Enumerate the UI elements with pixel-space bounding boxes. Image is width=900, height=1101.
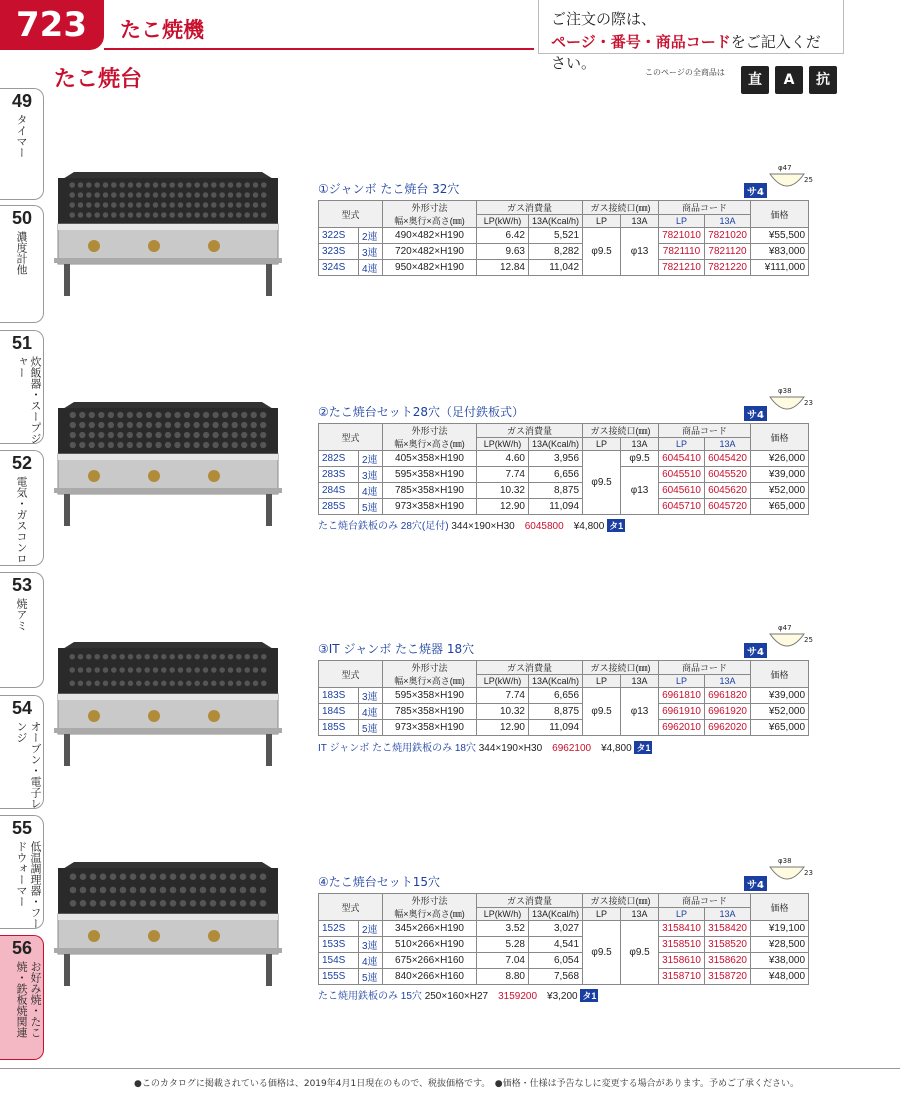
code-13a-cell: 7821120 [705,244,751,260]
gas-lp-cell: 7.74 [477,688,529,704]
code-lp-cell: 6045710 [659,499,705,515]
col-code: 商品コード [659,894,751,908]
col-model: 型式 [319,661,383,688]
col-gas-13a: 13A(Kcal/h) [529,215,583,228]
code-13a-cell: 3158420 [705,921,751,937]
conn-lp-cell: φ9.5 [583,228,621,276]
code-13a-cell: 7821220 [705,260,751,276]
note-badge: タ1 [582,991,597,1001]
table-row [319,704,809,720]
side-tab-54[interactable] [0,695,44,809]
product-title: ④たこ焼台セット15穴 [318,875,441,889]
dimension-cell: 840×266×H160 [383,969,477,985]
col-code-lp: LP [659,675,705,688]
a-badge: A [775,66,803,94]
model-cell: 155S [319,969,359,985]
ball-height: 25 [804,176,813,184]
gas-13a-cell: 6,656 [529,688,583,704]
code-lp-cell: 7821210 [659,260,705,276]
units-cell: 3連 [359,937,383,953]
col-model: 型式 [319,201,383,228]
gas-lp-cell: 7.74 [477,467,529,483]
conn-13a-cell: φ9.5 [621,921,659,985]
col-dimension-sub: 幅×奥行×高さ(㎜) [394,439,465,449]
price-cell: ¥65,000 [751,499,809,515]
product-image [54,640,282,770]
gas-lp-cell: 12.90 [477,499,529,515]
note-price: ¥4,800 [601,743,632,754]
ball-size-icon [766,624,813,654]
dimension-cell: 405×358×H190 [383,451,477,467]
col-dimension [383,424,477,451]
side-tab-number: 49 [12,91,33,111]
dimension-cell: 720×482×H190 [383,244,477,260]
table-row [319,228,809,244]
side-tab-label: 低温調理器・フードウォーマー [15,841,42,929]
note-name: たこ焼台鉄板のみ 28穴(足付) [318,521,449,532]
col-model: 型式 [319,894,383,921]
product-image [54,860,282,990]
ball-height: 23 [804,869,813,877]
side-tab-55[interactable] [0,815,44,929]
ball-diameter: φ38 [778,857,792,865]
dimension-cell: 345×266×H190 [383,921,477,937]
model-cell: 153S [319,937,359,953]
col-conn-lp: LP [583,215,621,228]
note-price: ¥4,800 [573,521,605,532]
price-cell: ¥83,000 [751,244,809,260]
code-13a-cell: 3158720 [705,969,751,985]
col-dimension-sub: 幅×奥行×高さ(㎜) [394,909,465,919]
gas-lp-cell: 6.42 [477,228,529,244]
side-tab-number: 54 [12,698,33,718]
dimension-cell: 595×358×H190 [383,467,477,483]
col-dimension-sub: 幅×奥行×高さ(㎜) [394,676,465,686]
col-gas-lp: LP(kW/h) [477,215,529,228]
price-cell: ¥38,000 [751,953,809,969]
col-dimension-sub: 幅×奥行×高さ(㎜) [394,216,465,226]
gas-13a-cell: 6,656 [529,467,583,483]
price-cell: ¥39,000 [751,467,809,483]
footer-note: ●このカタログに掲載されている価格は、2019年4月1日現在のもので、税抜価格です。 ●価格・仕様は予告なしに変更する場合があります。予めご了承ください。 [134,1079,799,1089]
conn-13a-cell: φ13 [621,467,659,515]
gas-lp-cell: 8.80 [477,969,529,985]
col-model: 型式 [319,424,383,451]
units-cell: 2連 [359,921,383,937]
side-tab-number: 53 [12,575,33,595]
spec-table [318,423,809,515]
side-tab-label: 炊飯器・スープジャー [15,356,42,444]
note-code: 6962100 [552,743,592,754]
gas-13a-cell: 4,541 [529,937,583,953]
col-code-lp: LP [659,215,705,228]
note-dimension: 344×190×H30 [451,521,515,532]
gas-13a-cell: 3,027 [529,921,583,937]
model-cell: 185S [319,720,359,736]
ball-diameter: φ47 [778,164,792,172]
gas-13a-cell: 5,521 [529,228,583,244]
conn-lp-cell: φ9.5 [583,451,621,515]
spec-table [318,893,809,985]
col-gas-lp: LP(kW/h) [477,908,529,921]
model-cell: 282S [319,451,359,467]
dimension-cell: 490×482×H190 [383,228,477,244]
table-row [319,451,809,467]
code-lp-cell: 3158710 [659,969,705,985]
model-cell: 322S [319,228,359,244]
units-cell: 2連 [359,228,383,244]
side-tab-label: 濃度計他 [15,231,28,275]
delivery-badge: サ4 [744,643,767,658]
note-code: 6045800 [524,521,564,532]
delivery-badge: サ4 [744,876,767,891]
units-cell: 3連 [359,688,383,704]
col-code: 商品コード [659,424,751,438]
col-conn-13a: 13A [621,215,659,228]
side-tab-number: 55 [12,818,33,838]
col-code-13a: 13A [705,438,751,451]
dimension-cell: 595×358×H190 [383,688,477,704]
note-name: IT ジャンボ たこ焼用鉄板のみ 18穴 [318,743,476,754]
direct-ship-badge: 直 [741,66,769,94]
side-tab-number: 51 [12,333,33,353]
code-13a-cell: 6961820 [705,688,751,704]
code-13a-cell: 6045720 [705,499,751,515]
side-tab-number: 50 [12,208,33,228]
order-note-line1: ご注文の際は、 [551,10,657,28]
units-cell: 2連 [359,451,383,467]
col-conn-13a: 13A [621,438,659,451]
units-cell: 4連 [359,260,383,276]
code-lp-cell: 3158610 [659,953,705,969]
dimension-cell: 675×266×H160 [383,953,477,969]
dimension-cell: 785×358×H190 [383,704,477,720]
col-code: 商品コード [659,661,751,675]
col-code-13a: 13A [705,215,751,228]
col-code-13a: 13A [705,675,751,688]
price-cell: ¥48,000 [751,969,809,985]
price-cell: ¥28,500 [751,937,809,953]
side-tab-label: 電気・ガスコンロ [15,476,28,564]
table-row [319,969,809,985]
price-cell: ¥19,100 [751,921,809,937]
code-lp-cell: 6961910 [659,704,705,720]
gas-13a-cell: 11,094 [529,499,583,515]
units-cell: 4連 [359,953,383,969]
col-code: 商品コード [659,201,751,215]
units-cell: 3連 [359,467,383,483]
col-conn-lp: LP [583,908,621,921]
table-row [319,921,809,937]
side-tab-label: タイマー [15,114,28,158]
col-dimension [383,201,477,228]
conn-lp-cell: φ9.5 [583,688,621,736]
col-connection: ガス接続口(㎜) [583,201,659,215]
ball-size-icon [766,164,813,194]
code-13a-cell: 3158620 [705,953,751,969]
side-tab-56[interactable] [0,935,44,1060]
price-cell: ¥52,000 [751,483,809,499]
table-row [319,483,809,499]
code-13a-cell: 6961920 [705,704,751,720]
price-cell: ¥65,000 [751,720,809,736]
code-lp-cell: 3158410 [659,921,705,937]
gas-lp-cell: 5.28 [477,937,529,953]
model-cell: 152S [319,921,359,937]
side-tab-label: 焼アミ [15,598,28,631]
conn-lp-cell: φ9.5 [583,921,621,985]
col-code-13a: 13A [705,908,751,921]
product-title: ③IT ジャンボ たこ焼器 18穴 [318,642,475,656]
gas-lp-cell: 12.84 [477,260,529,276]
side-tab-label: お好み焼・たこ焼・鉄板焼関連 [15,961,42,1038]
table-row [319,720,809,736]
plate-only-note [318,517,625,532]
conn-13a-cell: φ13 [621,688,659,736]
gas-lp-cell: 4.60 [477,451,529,467]
code-13a-cell: 6045620 [705,483,751,499]
conn-13a-cell: φ9.5 [621,451,659,467]
plate-only-note [318,987,598,1002]
note-badge: タ1 [609,521,624,531]
note-dimension: 250×160×H27 [424,991,489,1002]
col-connection: ガス接続口(㎜) [583,424,659,438]
gas-13a-cell: 8,282 [529,244,583,260]
spec-table [318,200,809,276]
note-dimension: 344×190×H30 [478,743,543,754]
units-cell: 3連 [359,244,383,260]
ball-size-icon [766,387,813,417]
gas-lp-cell: 3.52 [477,921,529,937]
delivery-badge: サ4 [744,406,767,421]
col-gas-13a: 13A(Kcal/h) [529,675,583,688]
product-title: ②たこ焼台セット28穴（足付鉄板式） [318,405,525,419]
side-tab-51[interactable] [0,330,44,444]
dimension-cell: 973×358×H190 [383,720,477,736]
spec-table [318,660,809,736]
col-price: 価格 [751,424,809,451]
code-lp-cell: 7821110 [659,244,705,260]
note-name: たこ焼用鉄板のみ 15穴 [318,991,422,1002]
col-conn-lp: LP [583,438,621,451]
table-row [319,499,809,515]
col-price: 価格 [751,661,809,688]
note-code: 3159200 [498,991,538,1002]
product-image [54,170,282,300]
col-gas-lp: LP(kW/h) [477,675,529,688]
price-cell: ¥39,000 [751,688,809,704]
model-cell: 284S [319,483,359,499]
col-conn-13a: 13A [621,908,659,921]
side-tab-label: オーブン・電子レンジ [15,721,42,809]
col-connection: ガス接続口(㎜) [583,661,659,675]
side-tab-52[interactable] [0,450,44,566]
code-13a-cell: 6045520 [705,467,751,483]
col-gas-lp: LP(kW/h) [477,438,529,451]
model-cell: 184S [319,704,359,720]
col-dimension-label: 外形寸法 [411,203,448,213]
col-gas: ガス消費量 [477,424,583,438]
section-title: たこ焼機 [120,18,204,42]
gas-lp-cell: 9.63 [477,244,529,260]
all-items-note: このページの全商品は [645,68,725,77]
dimension-cell: 973×358×H190 [383,499,477,515]
delivery-badge: サ4 [744,183,767,198]
table-row [319,467,809,483]
table-row [319,937,809,953]
gas-13a-cell: 3,956 [529,451,583,467]
model-cell: 154S [319,953,359,969]
ball-diameter: φ38 [778,387,792,395]
col-dimension [383,661,477,688]
gas-13a-cell: 11,094 [529,720,583,736]
table-row [319,953,809,969]
gas-13a-cell: 8,875 [529,483,583,499]
gas-13a-cell: 6,054 [529,953,583,969]
col-price: 価格 [751,894,809,921]
code-13a-cell: 6962020 [705,720,751,736]
page-number: 723 [0,0,104,50]
order-note-box [538,0,844,72]
product-title: ①ジャンボ たこ焼台 32穴 [318,182,460,196]
gas-13a-cell: 7,568 [529,969,583,985]
order-note-highlight: ページ・番号・商品コード [551,33,731,51]
price-cell: ¥111,000 [751,260,809,276]
col-dimension-label: 外形寸法 [411,663,448,673]
plate-only-note [318,739,652,754]
code-lp-cell: 3158510 [659,937,705,953]
product-image [54,400,282,530]
gas-13a-cell: 11,042 [529,260,583,276]
side-tab-number: 56 [12,938,33,958]
col-connection: ガス接続口(㎜) [583,894,659,908]
units-cell: 5連 [359,969,383,985]
col-dimension-label: 外形寸法 [411,896,448,906]
model-cell: 283S [319,467,359,483]
code-13a-cell: 3158520 [705,937,751,953]
conn-13a-cell: φ13 [621,228,659,276]
gas-lp-cell: 12.90 [477,720,529,736]
dimension-cell: 510×266×H190 [383,937,477,953]
ball-height: 23 [804,399,813,407]
header-divider [104,48,534,50]
col-conn-13a: 13A [621,675,659,688]
side-tab-49[interactable] [0,88,44,200]
page-title: たこ焼台 [54,67,143,92]
units-cell: 5連 [359,499,383,515]
model-cell: 323S [319,244,359,260]
units-cell: 4連 [359,704,383,720]
dimension-cell: 950×482×H190 [383,260,477,276]
ball-height: 25 [804,636,813,644]
side-tab-number: 52 [12,453,33,473]
side-tab-53[interactable] [0,572,44,688]
table-row [319,260,809,276]
col-gas-13a: 13A(Kcal/h) [529,438,583,451]
code-lp-cell: 6045510 [659,467,705,483]
model-cell: 183S [319,688,359,704]
gas-lp-cell: 7.04 [477,953,529,969]
table-row [319,688,809,704]
note-price: ¥3,200 [547,991,578,1002]
price-cell: ¥26,000 [751,451,809,467]
col-gas: ガス消費量 [477,201,583,215]
col-gas: ガス消費量 [477,661,583,675]
gas-lp-cell: 10.32 [477,704,529,720]
code-lp-cell: 6045610 [659,483,705,499]
col-code-lp: LP [659,908,705,921]
gas-lp-cell: 10.32 [477,483,529,499]
code-lp-cell: 6961810 [659,688,705,704]
col-price: 価格 [751,201,809,228]
gas-13a-cell: 8,875 [529,704,583,720]
units-cell: 4連 [359,483,383,499]
ball-diameter: φ47 [778,624,792,632]
col-dimension [383,894,477,921]
antibacterial-badge: 抗 [809,66,837,94]
note-badge: タ1 [636,743,651,753]
table-row [319,244,809,260]
col-conn-lp: LP [583,675,621,688]
col-dimension-label: 外形寸法 [411,426,448,436]
col-code-lp: LP [659,438,705,451]
footer-divider [0,1068,900,1069]
units-cell: 5連 [359,720,383,736]
code-lp-cell: 6045410 [659,451,705,467]
col-gas: ガス消費量 [477,894,583,908]
price-cell: ¥52,000 [751,704,809,720]
code-lp-cell: 6962010 [659,720,705,736]
code-13a-cell: 7821020 [705,228,751,244]
dimension-cell: 785×358×H190 [383,483,477,499]
price-cell: ¥55,500 [751,228,809,244]
col-gas-13a: 13A(Kcal/h) [529,908,583,921]
model-cell: 324S [319,260,359,276]
code-lp-cell: 7821010 [659,228,705,244]
ball-size-icon [766,857,813,887]
model-cell: 285S [319,499,359,515]
code-13a-cell: 6045420 [705,451,751,467]
order-note-rest: をご記入ください。 [551,33,821,72]
side-tab-50[interactable] [0,205,44,323]
